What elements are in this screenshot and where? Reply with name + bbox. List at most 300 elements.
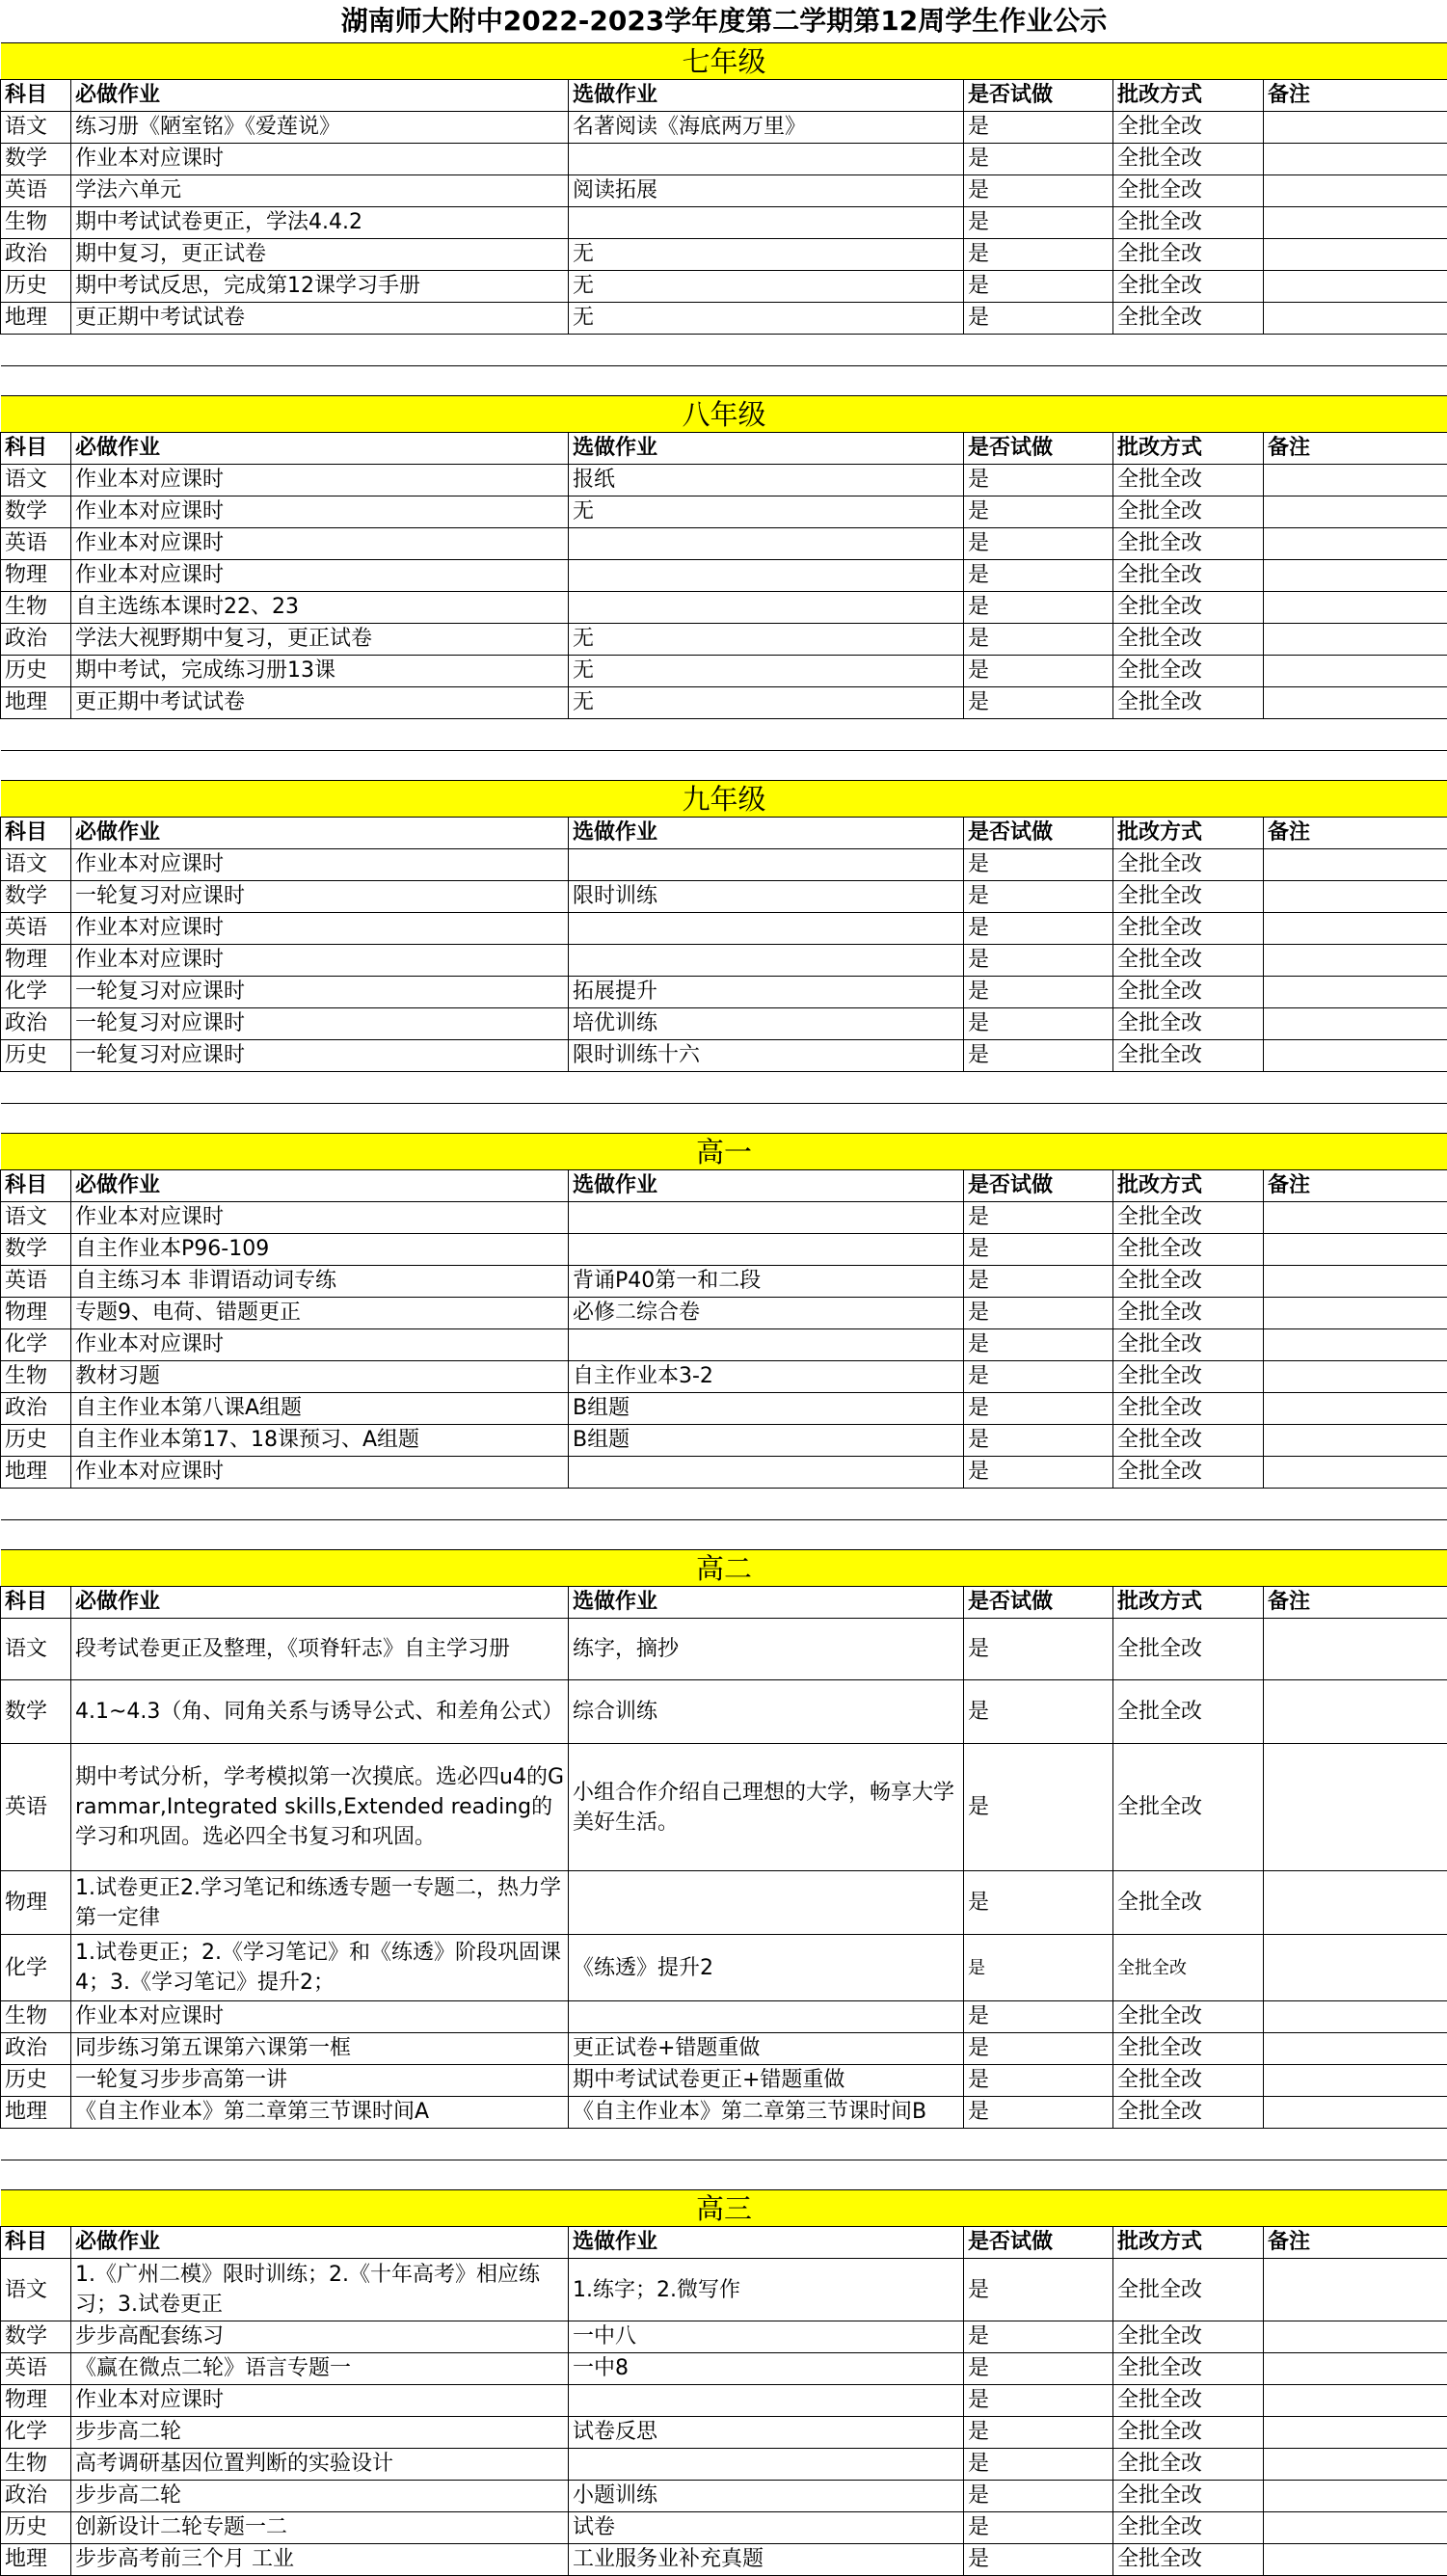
table-row bbox=[1, 2097, 1447, 2129]
trial-cell: 是 bbox=[964, 207, 1113, 239]
empty-cell bbox=[71, 2129, 569, 2160]
trial-cell: 是 bbox=[964, 112, 1113, 144]
required-homework-cell: 作业本对应课时 bbox=[71, 528, 569, 560]
required-homework-cell: 自主作业本第17、18课预习、A组题 bbox=[71, 1425, 569, 1457]
trial-cell: 是 bbox=[964, 1935, 1113, 2001]
required-homework-cell: 作业本对应课时 bbox=[71, 913, 569, 945]
empty-cell bbox=[569, 2160, 964, 2190]
grading-cell: 全批全改 bbox=[1113, 175, 1264, 207]
grading-cell: 全批全改 bbox=[1113, 1935, 1264, 2001]
remark-cell bbox=[1264, 1008, 1447, 1040]
required-homework-cell: 作业本对应课时 bbox=[71, 465, 569, 496]
column-header-remark: 备注 bbox=[1264, 80, 1447, 112]
empty-cell bbox=[71, 1489, 569, 1520]
table-row bbox=[1, 656, 1447, 687]
column-header-subject: 科目 bbox=[1, 80, 71, 112]
remark-cell bbox=[1264, 239, 1447, 271]
grading-cell: 全批全改 bbox=[1113, 2512, 1264, 2544]
empty-cell bbox=[1264, 1489, 1447, 1520]
subject-cell: 地理 bbox=[1, 303, 71, 335]
table-row bbox=[1, 1266, 1447, 1298]
table-row bbox=[1, 977, 1447, 1008]
required-homework-cell: 作业本对应课时 bbox=[71, 1457, 569, 1489]
table-row bbox=[1, 2033, 1447, 2065]
trial-cell: 是 bbox=[964, 1744, 1113, 1871]
grade-header-row bbox=[1, 43, 1447, 80]
optional-homework-cell: 综合训练 bbox=[569, 1680, 964, 1744]
column-header-grading: 批改方式 bbox=[1113, 818, 1264, 849]
table-row bbox=[1, 1361, 1447, 1393]
subject-cell: 语文 bbox=[1, 1619, 71, 1680]
empty-cell bbox=[1264, 1520, 1447, 1550]
trial-cell: 是 bbox=[964, 913, 1113, 945]
empty-cell bbox=[1, 335, 71, 366]
subject-cell: 政治 bbox=[1, 1008, 71, 1040]
column-header-subject: 科目 bbox=[1, 1587, 71, 1619]
spacer-row bbox=[1, 1104, 1447, 1134]
remark-cell bbox=[1264, 1361, 1447, 1393]
remark-cell bbox=[1264, 2353, 1447, 2385]
remark-cell bbox=[1264, 112, 1447, 144]
subject-cell: 生物 bbox=[1, 592, 71, 624]
required-homework-cell: 创新设计二轮专题一二 bbox=[71, 2512, 569, 2544]
column-header-trial: 是否试做 bbox=[964, 80, 1113, 112]
remark-cell bbox=[1264, 2481, 1447, 2512]
trial-cell: 是 bbox=[964, 2512, 1113, 2544]
trial-cell: 是 bbox=[964, 2385, 1113, 2417]
trial-cell: 是 bbox=[964, 1457, 1113, 1489]
grading-cell: 全批全改 bbox=[1113, 303, 1264, 335]
trial-cell: 是 bbox=[964, 1234, 1113, 1266]
required-homework-cell: 步步高考前三个月 工业 bbox=[71, 2544, 569, 2576]
grading-cell: 全批全改 bbox=[1113, 1744, 1264, 1871]
required-homework-cell: 作业本对应课时 bbox=[71, 1329, 569, 1361]
grading-cell: 全批全改 bbox=[1113, 465, 1264, 496]
table-row bbox=[1, 303, 1447, 335]
grading-cell: 全批全改 bbox=[1113, 2544, 1264, 2576]
empty-cell bbox=[1264, 2160, 1447, 2190]
required-homework-cell: 更正期中考试试卷 bbox=[71, 687, 569, 719]
subject-cell: 语文 bbox=[1, 849, 71, 881]
required-homework-cell: 高考调研基因位置判断的实验设计 bbox=[71, 2449, 569, 2481]
grading-cell: 全批全改 bbox=[1113, 144, 1264, 175]
required-homework-cell: 自主选练本课时22、23 bbox=[71, 592, 569, 624]
optional-homework-cell bbox=[569, 144, 964, 175]
remark-cell bbox=[1264, 175, 1447, 207]
remark-cell bbox=[1264, 1202, 1447, 1234]
table-row bbox=[1, 592, 1447, 624]
remark-cell bbox=[1264, 592, 1447, 624]
trial-cell: 是 bbox=[964, 2259, 1113, 2321]
optional-homework-cell: 限时训练 bbox=[569, 881, 964, 913]
column-header-trial: 是否试做 bbox=[964, 2227, 1113, 2259]
required-homework-cell: 《自主作业本》第二章第三节课时间A bbox=[71, 2097, 569, 2129]
empty-cell bbox=[569, 1520, 964, 1550]
column-header-optional-homework: 选做作业 bbox=[569, 80, 964, 112]
empty-cell bbox=[1, 1520, 71, 1550]
grade-header-row bbox=[1, 1134, 1447, 1170]
column-header-row bbox=[1, 818, 1447, 849]
table-row bbox=[1, 2417, 1447, 2449]
grading-cell: 全批全改 bbox=[1113, 2353, 1264, 2385]
required-homework-cell: 步步高二轮 bbox=[71, 2417, 569, 2449]
table-row bbox=[1, 207, 1447, 239]
table-row bbox=[1, 1425, 1447, 1457]
empty-cell bbox=[1, 1489, 71, 1520]
empty-cell bbox=[1, 366, 71, 396]
required-homework-cell: 作业本对应课时 bbox=[71, 560, 569, 592]
subject-cell: 历史 bbox=[1, 656, 71, 687]
optional-homework-cell: 阅读拓展 bbox=[569, 175, 964, 207]
subject-cell: 生物 bbox=[1, 2001, 71, 2033]
trial-cell: 是 bbox=[964, 496, 1113, 528]
table-row bbox=[1, 1329, 1447, 1361]
optional-homework-cell: 拓展提升 bbox=[569, 977, 964, 1008]
table-row bbox=[1, 1234, 1447, 1266]
required-homework-cell: 1.试卷更正2.学习笔记和练透专题一专题二，热力学第一定律 bbox=[71, 1871, 569, 1935]
subject-cell: 物理 bbox=[1, 945, 71, 977]
grading-cell: 全批全改 bbox=[1113, 1680, 1264, 1744]
optional-homework-cell: 一中八 bbox=[569, 2321, 964, 2353]
remark-cell bbox=[1264, 624, 1447, 656]
required-homework-cell: 教材习题 bbox=[71, 1361, 569, 1393]
required-homework-cell: 段考试卷更正及整理，《项脊轩志》自主学习册 bbox=[71, 1619, 569, 1680]
column-header-row bbox=[1, 1170, 1447, 1202]
optional-homework-cell: 无 bbox=[569, 496, 964, 528]
column-header-optional-homework: 选做作业 bbox=[569, 1587, 964, 1619]
grade-header-row bbox=[1, 396, 1447, 433]
table-row bbox=[1, 2353, 1447, 2385]
empty-cell bbox=[71, 1072, 569, 1104]
required-homework-cell: 自主作业本P96-109 bbox=[71, 1234, 569, 1266]
grade-title: 九年级 bbox=[1, 781, 1447, 818]
table-row bbox=[1, 465, 1447, 496]
required-homework-cell: 一轮复习对应课时 bbox=[71, 881, 569, 913]
grading-cell: 全批全改 bbox=[1113, 1266, 1264, 1298]
empty-cell bbox=[1, 2160, 71, 2190]
required-homework-cell: 一轮复习对应课时 bbox=[71, 977, 569, 1008]
column-header-trial: 是否试做 bbox=[964, 1170, 1113, 1202]
column-header-subject: 科目 bbox=[1, 818, 71, 849]
required-homework-cell: 作业本对应课时 bbox=[71, 1202, 569, 1234]
column-header-required-homework: 必做作业 bbox=[71, 2227, 569, 2259]
empty-cell bbox=[569, 2129, 964, 2160]
subject-cell: 地理 bbox=[1, 2544, 71, 2576]
optional-homework-cell: 试卷反思 bbox=[569, 2417, 964, 2449]
subject-cell: 数学 bbox=[1, 1234, 71, 1266]
table-row bbox=[1, 2544, 1447, 2576]
table-row bbox=[1, 175, 1447, 207]
empty-cell bbox=[71, 1104, 569, 1134]
column-header-subject: 科目 bbox=[1, 1170, 71, 1202]
subject-cell: 数学 bbox=[1, 881, 71, 913]
column-header-row bbox=[1, 1587, 1447, 1619]
trial-cell: 是 bbox=[964, 239, 1113, 271]
optional-homework-cell: 《练透》提升2 bbox=[569, 1935, 964, 2001]
optional-homework-cell: 名著阅读《海底两万里》 bbox=[569, 112, 964, 144]
table-row bbox=[1, 2449, 1447, 2481]
grading-cell: 全批全改 bbox=[1113, 2417, 1264, 2449]
subject-cell: 语文 bbox=[1, 112, 71, 144]
subject-cell: 语文 bbox=[1, 1202, 71, 1234]
grading-cell: 全批全改 bbox=[1113, 881, 1264, 913]
trial-cell: 是 bbox=[964, 977, 1113, 1008]
trial-cell: 是 bbox=[964, 2544, 1113, 2576]
remark-cell bbox=[1264, 1680, 1447, 1744]
table-row bbox=[1, 849, 1447, 881]
remark-cell bbox=[1264, 1744, 1447, 1871]
optional-homework-cell bbox=[569, 2001, 964, 2033]
grading-cell: 全批全改 bbox=[1113, 112, 1264, 144]
optional-homework-cell bbox=[569, 207, 964, 239]
required-homework-cell: 1.试卷更正；2.《学习笔记》和《练透》阶段巩固课4；3.《学习笔记》提升2； bbox=[71, 1935, 569, 2001]
empty-cell bbox=[1113, 1072, 1264, 1104]
column-header-optional-homework: 选做作业 bbox=[569, 2227, 964, 2259]
optional-homework-cell: 背诵P40第一和二段 bbox=[569, 1266, 964, 1298]
remark-cell bbox=[1264, 1457, 1447, 1489]
column-header-grading: 批改方式 bbox=[1113, 80, 1264, 112]
empty-cell bbox=[1113, 366, 1264, 396]
table-row bbox=[1, 2512, 1447, 2544]
grading-cell: 全批全改 bbox=[1113, 1008, 1264, 1040]
subject-cell: 物理 bbox=[1, 560, 71, 592]
grading-cell: 全批全改 bbox=[1113, 1298, 1264, 1329]
subject-cell: 历史 bbox=[1, 1040, 71, 1072]
remark-cell bbox=[1264, 2259, 1447, 2321]
required-homework-cell: 期中复习，更正试卷 bbox=[71, 239, 569, 271]
column-header-remark: 备注 bbox=[1264, 433, 1447, 465]
grading-cell: 全批全改 bbox=[1113, 1425, 1264, 1457]
trial-cell: 是 bbox=[964, 271, 1113, 303]
optional-homework-cell bbox=[569, 528, 964, 560]
trial-cell: 是 bbox=[964, 175, 1113, 207]
column-header-trial: 是否试做 bbox=[964, 1587, 1113, 1619]
optional-homework-cell bbox=[569, 1457, 964, 1489]
optional-homework-cell bbox=[569, 2449, 964, 2481]
optional-homework-cell bbox=[569, 1234, 964, 1266]
subject-cell: 英语 bbox=[1, 1744, 71, 1871]
spacer-row bbox=[1, 1520, 1447, 1550]
empty-cell bbox=[1264, 1104, 1447, 1134]
remark-cell bbox=[1264, 1329, 1447, 1361]
required-homework-cell: 练习册《陋室铭》《爱莲说》 bbox=[71, 112, 569, 144]
empty-cell bbox=[964, 751, 1113, 781]
grade-title: 高一 bbox=[1, 1134, 1447, 1170]
grading-cell: 全批全改 bbox=[1113, 1234, 1264, 1266]
table-row bbox=[1, 1393, 1447, 1425]
empty-cell bbox=[1113, 719, 1264, 751]
grading-cell: 全批全改 bbox=[1113, 560, 1264, 592]
table-row bbox=[1, 496, 1447, 528]
required-homework-cell: 作业本对应课时 bbox=[71, 849, 569, 881]
spacer-row bbox=[1, 335, 1447, 366]
optional-homework-cell: 无 bbox=[569, 239, 964, 271]
optional-homework-cell bbox=[569, 592, 964, 624]
required-homework-cell: 4.1~4.3（角、同角关系与诱导公式、和差角公式） bbox=[71, 1680, 569, 1744]
table-row bbox=[1, 945, 1447, 977]
table-row bbox=[1, 2321, 1447, 2353]
required-homework-cell: 一轮复习对应课时 bbox=[71, 1040, 569, 1072]
required-homework-cell: 步步高二轮 bbox=[71, 2481, 569, 2512]
empty-cell bbox=[569, 1072, 964, 1104]
required-homework-cell: 专题9、电荷、错题更正 bbox=[71, 1298, 569, 1329]
subject-cell: 政治 bbox=[1, 1393, 71, 1425]
trial-cell: 是 bbox=[964, 881, 1113, 913]
trial-cell: 是 bbox=[964, 624, 1113, 656]
table-row bbox=[1, 1040, 1447, 1072]
grading-cell: 全批全改 bbox=[1113, 496, 1264, 528]
optional-homework-cell: 自主作业本3-2 bbox=[569, 1361, 964, 1393]
subject-cell: 地理 bbox=[1, 2097, 71, 2129]
optional-homework-cell bbox=[569, 1329, 964, 1361]
optional-homework-cell: 1.练字；2.微写作 bbox=[569, 2259, 964, 2321]
remark-cell bbox=[1264, 1425, 1447, 1457]
spacer-row bbox=[1, 1489, 1447, 1520]
remark-cell bbox=[1264, 2512, 1447, 2544]
empty-cell bbox=[1264, 751, 1447, 781]
optional-homework-cell: 一中8 bbox=[569, 2353, 964, 2385]
subject-cell: 数学 bbox=[1, 144, 71, 175]
trial-cell: 是 bbox=[964, 2353, 1113, 2385]
trial-cell: 是 bbox=[964, 2321, 1113, 2353]
column-header-required-homework: 必做作业 bbox=[71, 1587, 569, 1619]
subject-cell: 政治 bbox=[1, 2033, 71, 2065]
empty-cell bbox=[964, 1104, 1113, 1134]
trial-cell: 是 bbox=[964, 1361, 1113, 1393]
subject-cell: 英语 bbox=[1, 175, 71, 207]
empty-cell bbox=[1264, 366, 1447, 396]
empty-cell bbox=[1113, 335, 1264, 366]
grading-cell: 全批全改 bbox=[1113, 2001, 1264, 2033]
grading-cell: 全批全改 bbox=[1113, 687, 1264, 719]
empty-cell bbox=[1, 1104, 71, 1134]
subject-cell: 生物 bbox=[1, 207, 71, 239]
table-row bbox=[1, 2001, 1447, 2033]
table-row bbox=[1, 2385, 1447, 2417]
optional-homework-cell: 无 bbox=[569, 271, 964, 303]
grade-header-row bbox=[1, 2190, 1447, 2227]
column-header-optional-homework: 选做作业 bbox=[569, 1170, 964, 1202]
empty-cell bbox=[1264, 1072, 1447, 1104]
required-homework-cell: 作业本对应课时 bbox=[71, 2001, 569, 2033]
grading-cell: 全批全改 bbox=[1113, 239, 1264, 271]
trial-cell: 是 bbox=[964, 1393, 1113, 1425]
required-homework-cell: 期中考试，完成练习册13课 bbox=[71, 656, 569, 687]
table-row bbox=[1, 1744, 1447, 1871]
table-row bbox=[1, 271, 1447, 303]
spacer-row bbox=[1, 1072, 1447, 1104]
optional-homework-cell: B组题 bbox=[569, 1425, 964, 1457]
empty-cell bbox=[569, 719, 964, 751]
remark-cell bbox=[1264, 1040, 1447, 1072]
grading-cell: 全批全改 bbox=[1113, 1361, 1264, 1393]
empty-cell bbox=[569, 335, 964, 366]
table-row bbox=[1, 1935, 1447, 2001]
required-homework-cell: 作业本对应课时 bbox=[71, 2385, 569, 2417]
remark-cell bbox=[1264, 207, 1447, 239]
subject-cell: 物理 bbox=[1, 2385, 71, 2417]
optional-homework-cell: 限时训练十六 bbox=[569, 1040, 964, 1072]
empty-cell bbox=[71, 366, 569, 396]
trial-cell: 是 bbox=[964, 1329, 1113, 1361]
subject-cell: 历史 bbox=[1, 1425, 71, 1457]
spacer-row bbox=[1, 719, 1447, 751]
remark-cell bbox=[1264, 2033, 1447, 2065]
trial-cell: 是 bbox=[964, 144, 1113, 175]
subject-cell: 物理 bbox=[1, 1298, 71, 1329]
column-header-row bbox=[1, 433, 1447, 465]
empty-cell bbox=[71, 719, 569, 751]
column-header-grading: 批改方式 bbox=[1113, 433, 1264, 465]
empty-cell bbox=[569, 366, 964, 396]
table-row bbox=[1, 1008, 1447, 1040]
remark-cell bbox=[1264, 1298, 1447, 1329]
table-row bbox=[1, 1202, 1447, 1234]
trial-cell: 是 bbox=[964, 1040, 1113, 1072]
grading-cell: 全批全改 bbox=[1113, 2065, 1264, 2097]
remark-cell bbox=[1264, 2449, 1447, 2481]
subject-cell: 英语 bbox=[1, 2353, 71, 2385]
grade-title: 七年级 bbox=[1, 43, 1447, 80]
optional-homework-cell: 无 bbox=[569, 687, 964, 719]
subject-cell: 英语 bbox=[1, 528, 71, 560]
trial-cell: 是 bbox=[964, 1871, 1113, 1935]
subject-cell: 化学 bbox=[1, 1935, 71, 2001]
subject-cell: 历史 bbox=[1, 271, 71, 303]
empty-cell bbox=[964, 335, 1113, 366]
column-header-grading: 批改方式 bbox=[1113, 1170, 1264, 1202]
optional-homework-cell bbox=[569, 849, 964, 881]
subject-cell: 生物 bbox=[1, 1361, 71, 1393]
trial-cell: 是 bbox=[964, 2481, 1113, 2512]
empty-cell bbox=[569, 1489, 964, 1520]
grading-cell: 全批全改 bbox=[1113, 656, 1264, 687]
empty-cell bbox=[964, 1520, 1113, 1550]
grading-cell: 全批全改 bbox=[1113, 624, 1264, 656]
subject-cell: 化学 bbox=[1, 1329, 71, 1361]
table-row bbox=[1, 1680, 1447, 1744]
column-header-trial: 是否试做 bbox=[964, 818, 1113, 849]
grading-cell: 全批全改 bbox=[1113, 528, 1264, 560]
optional-homework-cell: B组题 bbox=[569, 1393, 964, 1425]
empty-cell bbox=[1, 2129, 71, 2160]
remark-cell bbox=[1264, 913, 1447, 945]
grading-cell: 全批全改 bbox=[1113, 271, 1264, 303]
trial-cell: 是 bbox=[964, 528, 1113, 560]
table-row bbox=[1, 881, 1447, 913]
spacer-row bbox=[1, 366, 1447, 396]
column-header-optional-homework: 选做作业 bbox=[569, 433, 964, 465]
empty-cell bbox=[964, 2129, 1113, 2160]
subject-cell: 化学 bbox=[1, 977, 71, 1008]
empty-cell bbox=[1264, 335, 1447, 366]
grade-title: 高二 bbox=[1, 1550, 1447, 1587]
remark-cell bbox=[1264, 2065, 1447, 2097]
optional-homework-cell: 报纸 bbox=[569, 465, 964, 496]
grading-cell: 全批全改 bbox=[1113, 977, 1264, 1008]
table-row bbox=[1, 2259, 1447, 2321]
optional-homework-cell: 无 bbox=[569, 303, 964, 335]
required-homework-cell: 更正期中考试试卷 bbox=[71, 303, 569, 335]
empty-cell bbox=[1113, 1489, 1264, 1520]
page-title: 湖南师大附中2022-2023学年度第二学期第12周学生作业公示 bbox=[1, 0, 1447, 43]
spacer-row bbox=[1, 751, 1447, 781]
grading-cell: 全批全改 bbox=[1113, 2385, 1264, 2417]
trial-cell: 是 bbox=[964, 656, 1113, 687]
required-homework-cell: 作业本对应课时 bbox=[71, 144, 569, 175]
empty-cell bbox=[1, 751, 71, 781]
subject-cell: 政治 bbox=[1, 624, 71, 656]
